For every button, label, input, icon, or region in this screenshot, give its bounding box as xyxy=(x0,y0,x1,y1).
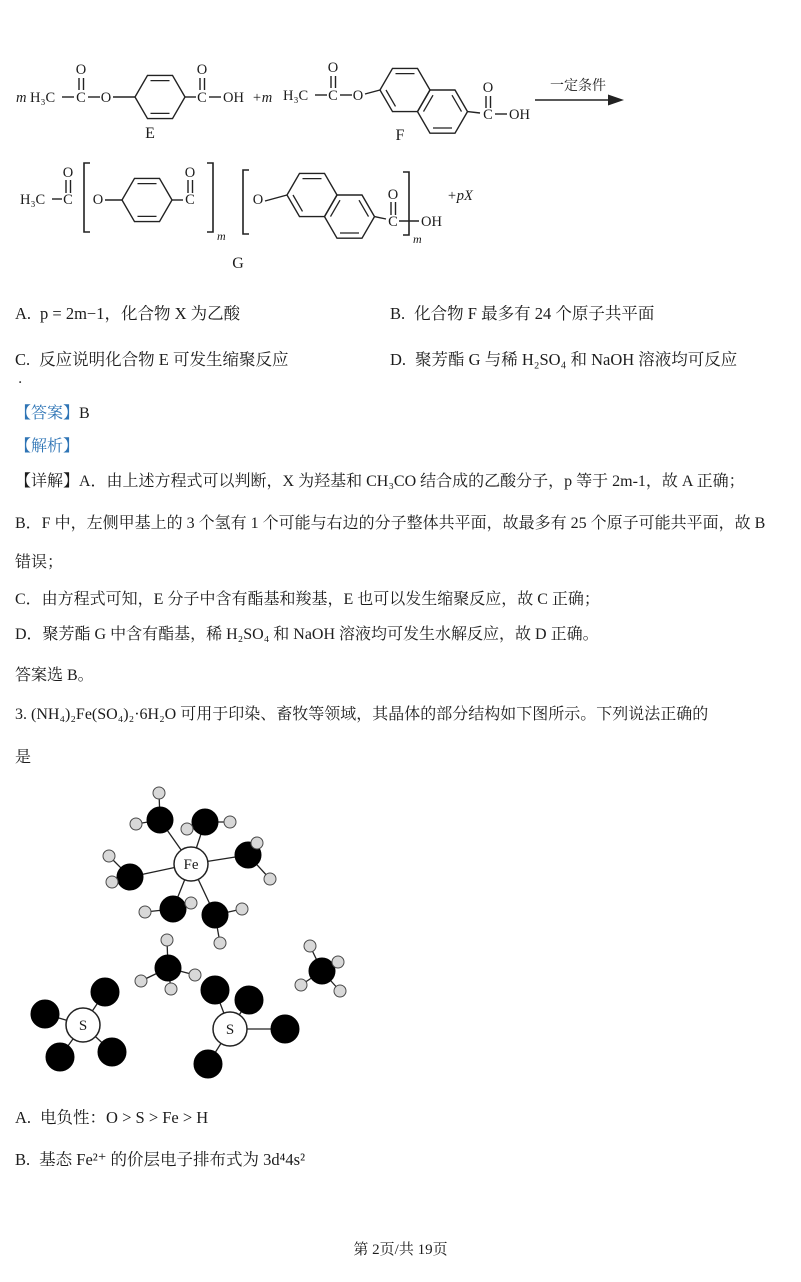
hydrogen-atom xyxy=(224,816,236,828)
carbon-label: C xyxy=(197,90,207,106)
oxygen-atom xyxy=(160,896,186,922)
compound-F-label: F xyxy=(395,127,405,144)
benzene-ring xyxy=(135,75,185,118)
carbon-label: C xyxy=(76,90,86,106)
oxygen-label: O xyxy=(387,187,399,203)
oxygen-atom xyxy=(91,978,119,1006)
fe-water-complex xyxy=(103,787,276,949)
hydrogen-atom xyxy=(332,956,344,968)
carbon-label: C xyxy=(185,192,195,208)
option-text: 基态 Fe²⁺ 的价层电子排布式为 3d⁴4s² xyxy=(39,1150,306,1169)
oxygen-label: O xyxy=(482,80,494,96)
repeat-subscript-m: m xyxy=(217,229,226,243)
analysis-line xyxy=(15,433,79,456)
oxygen-atom xyxy=(194,1050,222,1078)
oxygen-atom xyxy=(98,1038,126,1066)
q2-option-d xyxy=(390,346,737,370)
naphthalene-ring-right xyxy=(325,195,375,238)
reaction-arrow xyxy=(535,78,624,106)
close-bracket xyxy=(207,163,213,232)
methyl-group-label: H₃C xyxy=(20,192,46,208)
sulfate-ion xyxy=(31,978,126,1071)
hydrogen-atom xyxy=(295,979,307,991)
arrowhead xyxy=(608,95,624,106)
q3-option-b xyxy=(15,1146,305,1170)
carbon-label: C xyxy=(328,88,338,104)
option-text: 电负性：O > S > Fe > H xyxy=(40,1108,209,1127)
oxygen-atom xyxy=(147,807,173,833)
hydrogen-atom xyxy=(161,934,173,946)
hydroxyl-label: OH xyxy=(421,214,442,230)
nitrogen-atom xyxy=(155,955,181,981)
open-bracket xyxy=(243,170,249,234)
hydrogen-atom xyxy=(334,985,346,997)
oxygen-atom xyxy=(46,1043,74,1071)
sulfur-atom-label: S xyxy=(78,1018,88,1034)
oxygen-label: O xyxy=(252,192,264,208)
oxygen-label: O xyxy=(327,60,339,76)
oxygen-label: O xyxy=(75,62,87,78)
option-label: B. xyxy=(15,1150,31,1169)
repeat-subscript-m: m xyxy=(413,232,422,246)
hydrogen-atom xyxy=(139,906,151,918)
answer-line xyxy=(15,400,90,423)
compound-F-structure xyxy=(283,60,530,144)
compound-E-structure xyxy=(16,62,244,142)
detail-line-6: 答案选 B。 xyxy=(15,667,94,684)
detail-line-4: C．由方程式可知，E 分子中含有酯基和羧基，E 也可以发生缩聚反应，故 C 正确； xyxy=(15,591,600,608)
hydrogen-atom xyxy=(103,850,115,862)
stray-period: ． xyxy=(18,372,32,387)
benzene-ring xyxy=(122,178,172,221)
q2-option-a xyxy=(15,300,240,324)
q3-option-a xyxy=(15,1104,208,1128)
carbon-label: C xyxy=(388,214,398,230)
carbon-label: C xyxy=(63,192,73,208)
ammonium-ion xyxy=(135,934,201,995)
compound-G-label: G xyxy=(232,255,244,272)
analysis-label: 【解析】 xyxy=(15,438,80,455)
oxygen-atom xyxy=(201,976,229,1004)
compound-E-label: E xyxy=(145,125,155,142)
sulfur-atom-label: S xyxy=(225,1022,235,1038)
coefficient-m: m xyxy=(16,90,27,106)
oxygen-label: O xyxy=(184,165,196,181)
hydrogen-atom xyxy=(264,873,276,885)
oxygen-label: O xyxy=(92,192,104,208)
compound-G-structure xyxy=(20,163,474,272)
hydrogen-atom xyxy=(189,969,201,981)
hydrogen-atom xyxy=(106,876,118,888)
ammonium-ion xyxy=(295,940,346,997)
option-label: D. xyxy=(390,350,407,369)
detail-line-5: D．聚芳酯 G 中含有酯基，稀 H₂SO₄ 和 NaOH 溶液均可发生水解反应，故 D 正确。 xyxy=(15,626,599,643)
naphthalene-ring-left xyxy=(287,173,337,216)
hydrogen-atom xyxy=(214,937,226,949)
option-text: 化合物 F 最多有 24 个原子共平面 xyxy=(414,304,655,323)
oxygen-label: O xyxy=(100,90,112,106)
answer-value: B xyxy=(79,405,90,422)
q2-option-b xyxy=(390,300,654,324)
q3-stem-line-1 xyxy=(15,701,708,724)
oxygen-atom xyxy=(202,902,228,928)
q3-text: (NH₄)₂Fe(SO₄)₂·6H₂O 可用于印染、畜牧等领域，其晶体的部分结构如下图所示。下列说法正确的 xyxy=(31,706,709,723)
open-bracket xyxy=(84,163,90,232)
detail-line-3: 错误； xyxy=(15,554,64,571)
option-label: A. xyxy=(15,1108,32,1127)
answer-label: 【答案】 xyxy=(15,405,80,422)
reaction-condition-label: 一定条件 xyxy=(550,79,606,94)
hydrogen-atom xyxy=(304,940,316,952)
oxygen-label: O xyxy=(196,62,208,78)
page-footer: 第 2页/共 19页 xyxy=(353,1242,448,1258)
sulfate-ion xyxy=(194,976,299,1078)
crystal-structure-diagram xyxy=(20,762,420,1102)
hydroxyl-label: OH xyxy=(223,90,244,106)
hydrogen-atom xyxy=(135,975,147,987)
option-text: 聚芳酯 G 与稀 H₂SO₄ 和 NaOH 溶液均可反应 xyxy=(415,350,738,369)
oxygen-atom xyxy=(235,986,263,1014)
hydrogen-atom xyxy=(236,903,248,915)
oxygen-atom xyxy=(192,809,218,835)
naphthalene-ring-right xyxy=(418,90,468,133)
option-label: C. xyxy=(15,350,31,369)
hydrogen-atom xyxy=(181,823,193,835)
oxygen-label: O xyxy=(62,165,74,181)
hydroxyl-label: OH xyxy=(509,107,530,123)
carbon-label: C xyxy=(483,107,493,123)
hydrogen-atom xyxy=(130,818,142,830)
methyl-group-label: H₃C xyxy=(283,88,309,104)
close-bracket xyxy=(403,172,409,235)
detail-line-2: B．F 中，左侧甲基上的 3 个氢有 1 个可能与右边的分子整体共平面，故最多有 25 个原子可能共平面，故 B xyxy=(15,515,766,532)
oxygen-atom xyxy=(271,1015,299,1043)
nitrogen-atom xyxy=(309,958,335,984)
naphthalene-ring-left xyxy=(380,68,430,111)
hydrogen-atom xyxy=(185,897,197,909)
plus-pX-term: +pX xyxy=(447,188,473,204)
methyl-group-label: H₃C xyxy=(30,90,56,106)
detail-line-1: 【详解】A．由上述方程式可以判断，X 为羟基和 CH₃CO 结合成的乙酸分子，p 等于 2m-1，故 A 正确； xyxy=(15,473,745,490)
q3-number: 3. xyxy=(15,706,27,723)
hydrogen-atom xyxy=(165,983,177,995)
q3-stem-line-2: 是 xyxy=(15,749,32,766)
oxygen-label: O xyxy=(352,88,364,104)
plus-m-coefficient: +m xyxy=(252,90,273,106)
oxygen-atom xyxy=(117,864,143,890)
option-label: A. xyxy=(15,304,32,323)
hydrogen-atom xyxy=(251,837,263,849)
q2-option-c xyxy=(15,346,288,370)
iron-atom-label: Fe xyxy=(183,857,199,873)
option-text: p = 2m−1，化合物 X 为乙酸 xyxy=(40,304,241,323)
option-label: B. xyxy=(390,304,406,323)
hydrogen-atom xyxy=(153,787,165,799)
oxygen-atom xyxy=(31,1000,59,1028)
option-text: 反应说明化合物 E 可发生缩聚反应 xyxy=(39,350,289,369)
reaction-scheme-diagram xyxy=(0,50,801,282)
